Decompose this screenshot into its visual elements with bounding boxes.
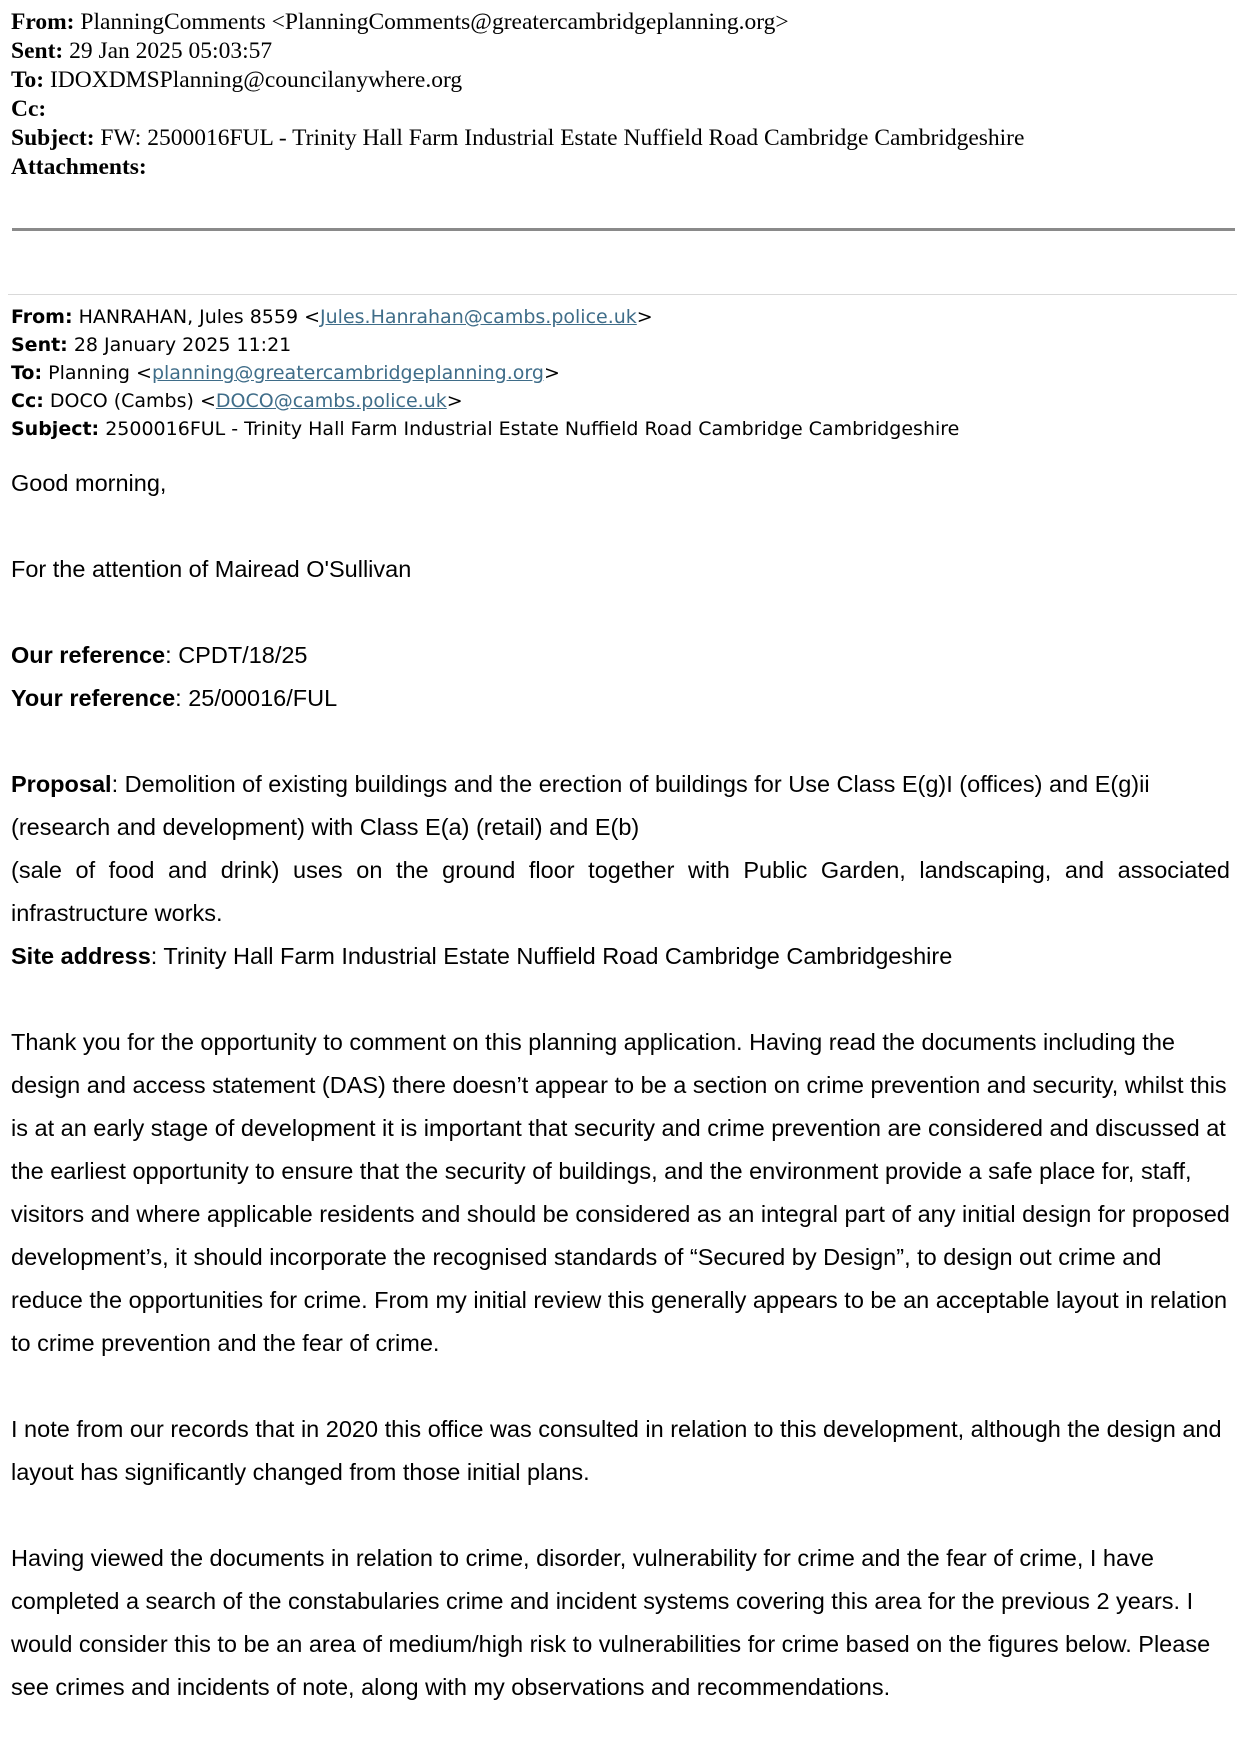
outer-email-header [11, 8, 1226, 182]
subject-label: Subject: [11, 125, 95, 151]
cc-email-link[interactable]: DOCO@cambs.police.uk [215, 390, 447, 412]
to-name: Planning [48, 362, 130, 384]
attachments-label: Attachments: [11, 154, 147, 180]
inner-cc-row: Cc: DOCO (Cambs) <DOCO@cambs.police.uk> [11, 390, 463, 412]
sent-value: 29 Jan 2025 05:03:57 [69, 38, 273, 64]
sent-label: Sent: [11, 334, 68, 356]
greeting: Good morning, [11, 470, 167, 496]
proposal-text-1: : Demolition of existing buildings and the erection of buildings for Use Class E(g)I (offices) and E(g)ii (research and development) with Class E(a) (retail) and E(b) [11, 771, 1150, 840]
paragraph-records: I note from our records that in 2020 this office was consulted in relation to this development, although the design and layout has significantly changed from those initial plans. [11, 1416, 1222, 1485]
your-reference [11, 677, 1230, 720]
to-label: To: [11, 362, 43, 384]
subject-value: FW: 2500016FUL - Trinity Hall Farm Industrial Estate Nuffield Road Cambridge Cambridgeshire [100, 125, 1025, 151]
header-divider [12, 228, 1235, 231]
proposal-label: Proposal [11, 771, 112, 797]
our-reference-value: : CPDT/18/25 [165, 642, 308, 668]
cc-label: Cc: [11, 96, 47, 122]
your-reference-value: : 25/00016/FUL [175, 685, 338, 711]
proposal-line-2: (sale of food and drink) uses on the ground floor together with Public Garden, landscaping, and associated infrastructure works. [11, 857, 1230, 926]
site-address-value: : Trinity Hall Farm Industrial Estate Nuffield Road Cambridge Cambridgeshire [150, 943, 953, 969]
message-divider [8, 294, 1237, 295]
inner-from-row: From: HANRAHAN, Jules 8559 <Jules.Hanrahan@cambs.police.uk> [11, 306, 653, 328]
from-label: From: [11, 306, 73, 328]
to-email-link[interactable]: planning@greatercambridgeplanning.org [151, 362, 544, 384]
from-label: From: [11, 9, 75, 35]
inner-sent-row [11, 331, 1226, 359]
our-reference [11, 634, 1230, 677]
your-reference-label: Your reference [11, 685, 176, 711]
attention-line: For the attention of Mairead O'Sullivan [11, 556, 412, 582]
inner-email-header [11, 303, 1226, 443]
subject-label: Subject: [11, 418, 100, 440]
outer-to-row [11, 66, 1226, 95]
site-address-label: Site address [11, 943, 151, 969]
to-value: IDOXDMSPlanning@councilanywhere.org [49, 67, 463, 93]
site-address [11, 935, 1230, 978]
inner-subject-row [11, 415, 1226, 443]
from-value: PlanningComments <PlanningComments@greatercambridgeplanning.org> [80, 9, 789, 35]
cc-label: Cc: [11, 390, 44, 412]
paragraph-consultation: Thank you for the opportunity to comment on this planning application. Having read the documents including the design and access statement (DAS) there doesn’t appear to be a section on crime prevention and security, whilst this is at an early stage of development it is important that security and crime prevention are considered and discussed at the earliest opportunity to ensure that the security of buildings, and the environment provide a safe place for, staff, visitors and where applicable residents and should be considered as an integral part of any initial design for proposed development’s, it should incorporate the recognised standards of “Secured by Design”, to design out crime and reduce the opportunities for crime. From my initial review this generally appears to be an acceptable layout in relation to crime prevention and the fear of crime. [11, 1029, 1230, 1356]
subject-value: 2500016FUL - Trinity Hall Farm Industrial Estate Nuffield Road Cambridge Cambridgeshire [105, 418, 960, 440]
outer-subject-row [11, 124, 1226, 153]
paragraph-risk: Having viewed the documents in relation to crime, disorder, vulnerability for crime and the fear of crime, I have completed a search of the constabularies crime and incident systems covering this area for the previous 2 years. I would consider this to be an area of medium/high risk to vulnerabilities for crime based on the figures below. Please see crimes and incidents of note, along with my observations and recommendations. [11, 1545, 1211, 1700]
from-email-link[interactable]: Jules.Hanrahan@cambs.police.uk [320, 306, 637, 328]
our-reference-label: Our reference [11, 642, 166, 668]
from-name: HANRAHAN, Jules 8559 [78, 306, 299, 328]
proposal-line-1 [11, 763, 1230, 849]
outer-sent-row [11, 37, 1226, 66]
cc-name: DOCO (Cambs) [49, 390, 194, 412]
to-label: To: [11, 67, 45, 93]
sent-value: 28 January 2025 11:21 [73, 334, 292, 356]
sent-label: Sent: [11, 38, 64, 64]
inner-to-row: To: Planning <planning@greatercambridgeplanning.org> [11, 362, 560, 384]
outer-cc-row [11, 95, 1226, 124]
email-body [11, 462, 1230, 1709]
outer-attachments-row [11, 153, 1226, 182]
outer-from-row [11, 8, 1226, 37]
